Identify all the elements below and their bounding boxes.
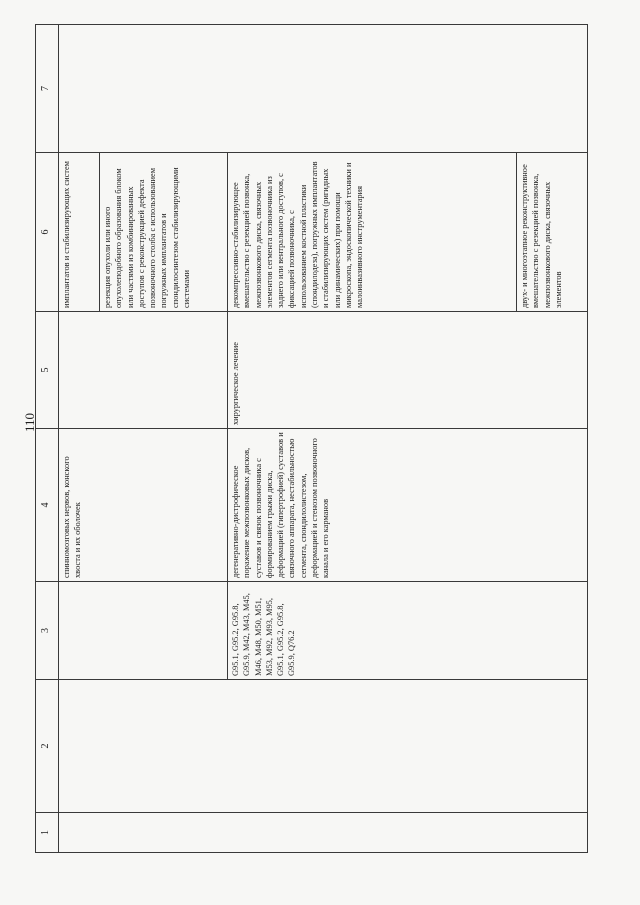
row1-condition: спинномозговых нервов, конского хвоста и их оболочек <box>58 428 228 582</box>
header-col-2: 2 <box>35 679 59 813</box>
row2-icd-codes: G95.1, G95.2, G95.8, G95.9, M42, M43, M45, M46, M48, M50, M51, M53, M92, M93, M95, G95.1, G95.2, G95.8, G95.9, Q76.2 <box>227 581 588 680</box>
row1-treatment <box>58 311 228 429</box>
row2-condition: дегенеративно-дистрофическое поражение межпозвонковых дисков, суставов и связок позвоночника с формированием грыжи диска, деформацией (гипертрофией) суставов и связочного аппарата, нестабильностью сегмента, спондилолистезом, деформацией и стенозом позвоночного канала и его карманов <box>227 428 588 582</box>
row2-treatment: хирургическое лечение <box>227 311 588 429</box>
header-col-1: 1 <box>35 812 59 853</box>
row-col-7 <box>58 24 588 153</box>
row-col-1 <box>58 812 588 853</box>
row2-method-1: декомпрессивно-стабилизирующее вмешательство с резекцией позвонка, межпозвонкового диска, связочных элементов сегмента позвоночника из заднего или вентрального доступов, с фиксацией позвоночника, с использованием костной пластики (спондилодеза), погружных имплантатов и стабилизирующих систем (ригидных или динамических) при помощи микроскопа, эндоскопической техники и малоинвазивного инструментария <box>227 152 517 312</box>
header-col-7: 7 <box>35 24 59 153</box>
header-col-6: 6 <box>35 152 59 312</box>
row-col-2 <box>58 679 588 813</box>
row1-icd-codes <box>58 581 228 680</box>
row1-method-1: имплантатов и стабилизирующих систем <box>58 152 100 312</box>
page-number: 110 <box>22 412 37 432</box>
header-col-4: 4 <box>35 428 59 582</box>
header-col-3: 3 <box>35 581 59 680</box>
header-col-5: 5 <box>35 311 59 429</box>
row1-method-2: резекция опухоли или иного опухолеподобного образования блоком или частями из комбинированных доступов с реконструкцией дефекта позвоночного столба с использованием погружных имплантатов и спондилосинтезом стабилизирующими системами <box>99 152 228 312</box>
row2-method-2: двух- и многоэтапное реконструктивное вмешательство с резекцией позвонка, межпозвонкового диска, связочных элементов <box>516 152 588 312</box>
